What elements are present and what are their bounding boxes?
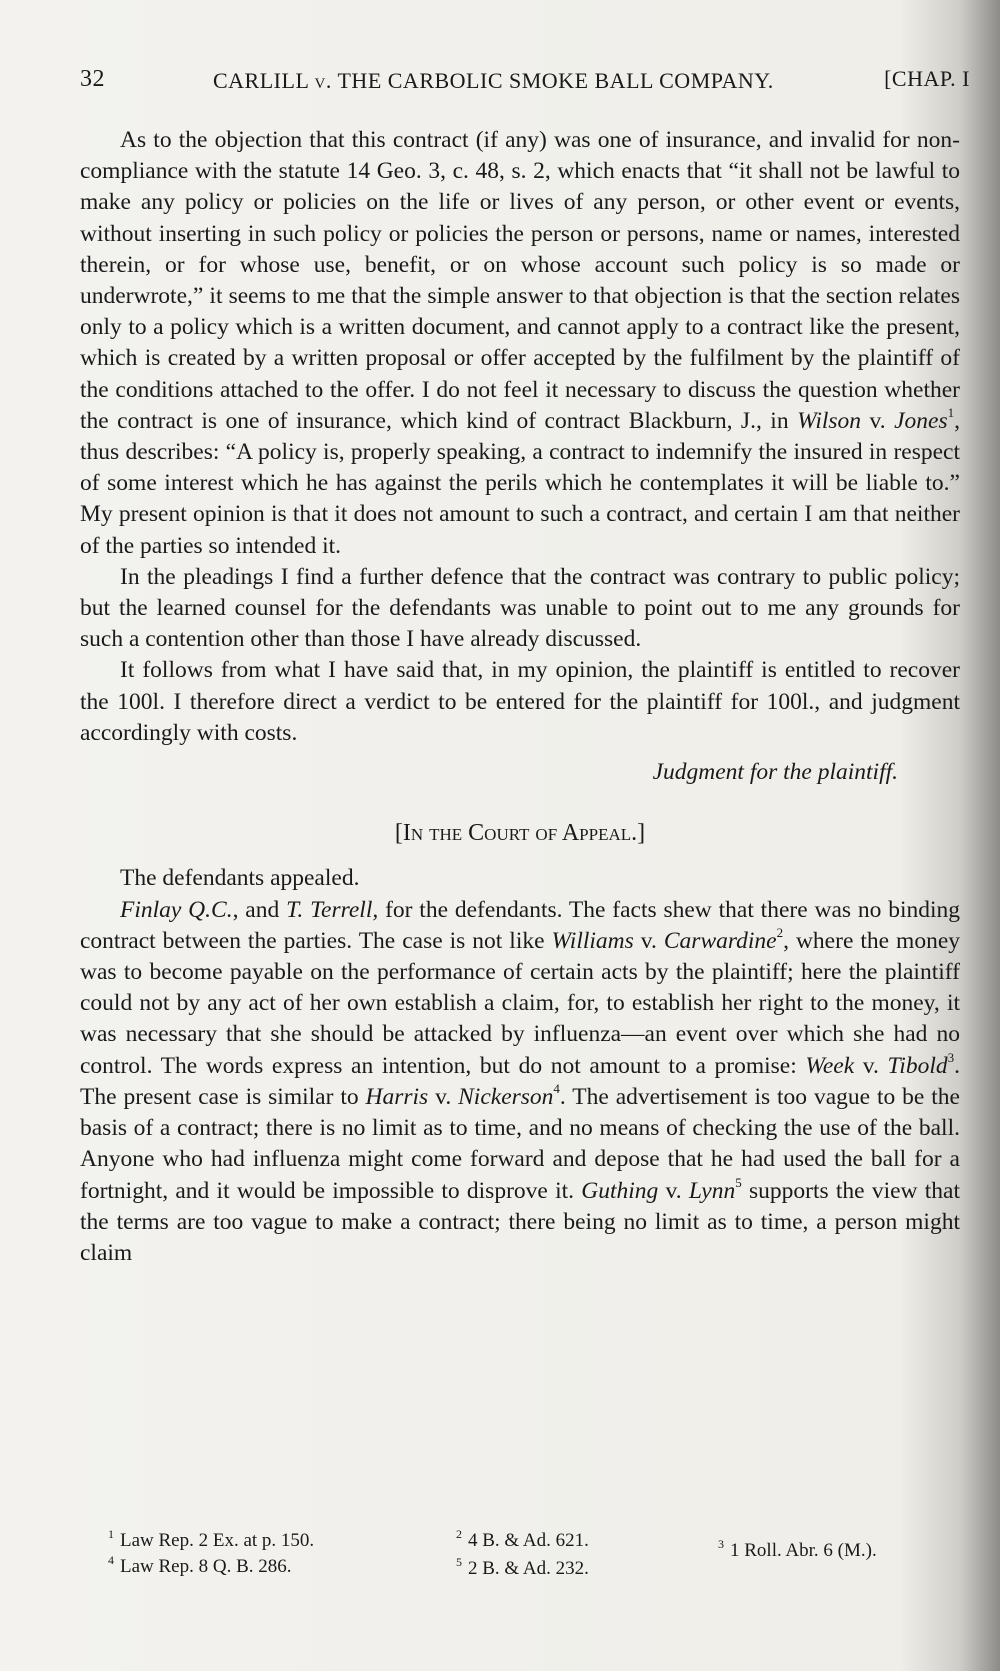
paragraph-text: , and [232,896,287,923]
footnote-ref[interactable]: 1 [947,404,955,420]
court-heading: [In the Court of Appeal.] [394,820,646,847]
paragraph: It follows from what I have said that, in my opinion, the plaintiff is entitled to recover the 100l. I therefore direct a verdict to be entered for the plaintiff for 100l., and judgment accordingly with costs. [80,657,960,746]
footnote-mark: 4 [108,1553,114,1567]
page-number: 32 [80,66,105,92]
footnote-text: Law Rep. 2 Ex. at p. 150. [120,1530,315,1551]
paragraph: In the pleadings I find a further defence that the contract was contrary to public policy; but the learned counsel for the defendants was unable to point out to me any grounds for such a contention other than those I have already discussed. [80,563,960,653]
versus: v. [854,1052,888,1079]
paragraph-text: As to the objection that this contract (if any) was one of insurance, and invalid for non-compliance with the statute 14 Geo. 3, c. 48, s. 2, which enacts that “it shall not be lawful to make any policy or policies on the life or lives of any person, or other event or events, without inserting in such policy or policies the person or persons, name or names, interested therein, or for whose use, benefit, or on whose account such policy is so made or underwrote,” it seems to me that the simple answer to that objection is that the section relates only to a policy which is a written document, and cannot apply to a contract like the present, which is created by a written proposal or offer accepted by the fulfilment by the plaintiff of the conditions attached to the offer. I do not feel it necessary to discuss the question whether the contract is one of insurance, which kind of contract Blackburn, J., in [80,127,960,434]
paragraph [80,125,960,562]
footnote-text: 4 B. & Ad. 621. [468,1530,589,1551]
case-name: Harris [365,1083,429,1110]
versus: v. [658,1177,689,1204]
footnote-text: Law Rep. 8 Q. B. 286. [120,1556,292,1577]
footnote-text: 2 B. & Ad. 232. [468,1558,589,1579]
case-name: Week [805,1052,855,1079]
paragraph [80,895,960,1269]
counsel-name: T. Terrell, [286,896,379,923]
footnote-ref[interactable]: 5 [735,1174,742,1190]
chapter-label: [CHAP. I [884,66,970,91]
case-name: Wilson [797,407,862,434]
case-name: Tibold [887,1052,948,1079]
judgment-line: Judgment for the plaintiff. [652,759,898,786]
case-name: Williams [551,927,634,954]
page-header [80,66,970,102]
paragraph-text: , where the money was to become payable on the performance of certain acts by the plaintiff; here the plaintiff could not by any act of her own establish a claim, for, to establish her right to the money, it was necessary that she should be attacked by influenza—an event over which she had no control. The words express an intention, but do not amount to a promise: [80,927,961,1079]
main-text [80,125,960,1269]
paragraph-text: . The advertisement is too vague to be the basis of a contract; there is no limit as to time, and no means of checking the use of the ball. Anyone who had influenza might come forward and depose that he had used the ball for a fortnight, and it would be impossible to disprove it. [80,1083,960,1204]
versus: v. [861,407,895,434]
case-name: Lynn [688,1177,736,1204]
paragraph-text: , thus describes: “A policy is, properly speaking, a contract to indemnify the insured in respect of some interest which he has against the perils which he contemplates it will be liable to.” My present opinion is that it does not amount to such a contract, and certain I am that neither of the parties so intended it. [80,407,961,559]
footnote-text: 1 Roll. Abr. 6 (M.). [730,1540,877,1561]
footnote [456,1556,589,1582]
footnote-ref[interactable]: 4 [553,1080,560,1096]
footnote-mark: 3 [718,1537,724,1551]
case-name: Nickerson [458,1083,554,1110]
running-title: CARLILL v. THE CARBOLIC SMOKE BALL COMPANY. [213,68,774,93]
counsel-name: Finlay Q.C. [120,896,233,923]
footnote [108,1528,314,1554]
footnote [108,1554,292,1580]
paragraph: The defendants appealed. [120,865,360,892]
paragraph-text: . The present case is similar to [80,1052,960,1110]
footnote-mark: 5 [456,1555,462,1569]
footnote-mark: 2 [456,1527,462,1541]
versus: v. [633,927,664,954]
footnote [718,1538,877,1564]
case-name: Carwardine [663,927,777,954]
versus: v. [428,1083,459,1110]
case-name: Guthing [581,1177,659,1204]
footnote-ref[interactable]: 2 [776,924,784,940]
case-name: Jones [894,407,948,434]
footnote [456,1528,589,1554]
footnote-ref[interactable]: 3 [947,1049,955,1065]
paragraph-text: supports the view that the terms are too vague to make a contract; there being no limit as to time, a person might claim [80,1177,960,1266]
paragraph-text: for the defendants. The facts shew that there was no binding contract between the parties. The case is not like [80,896,961,954]
footnote-mark: 1 [108,1527,114,1541]
